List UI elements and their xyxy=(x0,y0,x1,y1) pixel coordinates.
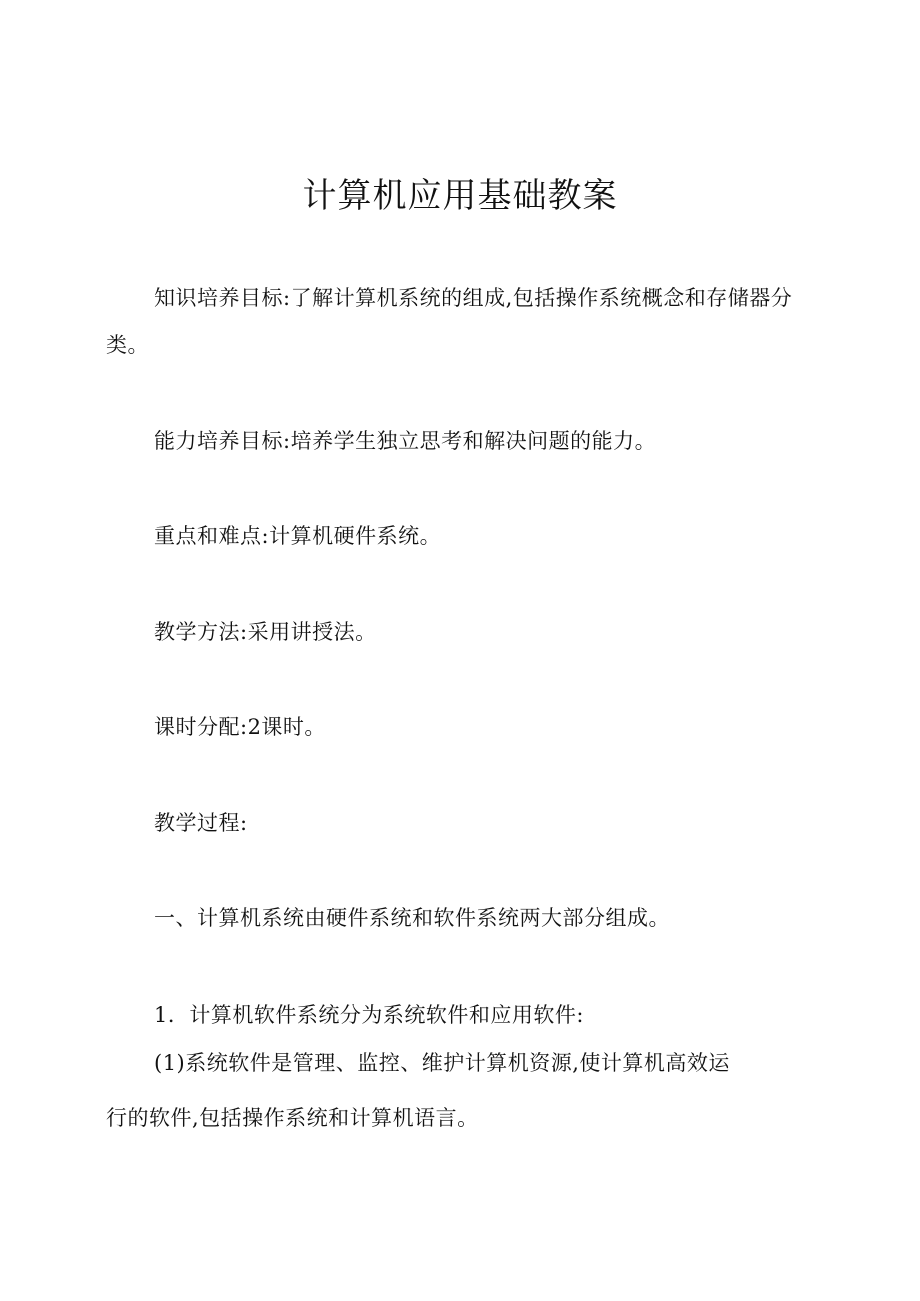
knowledge-goal-line-2: 类。 xyxy=(106,333,149,357)
item-1-1-line-2: 行的软件,包括操作系统和计算机语言。 xyxy=(106,1106,479,1130)
process-heading: 教学过程: xyxy=(154,811,248,835)
page-title: 计算机应用基础教案 xyxy=(302,176,618,216)
key-points: 重点和难点:计算机硬件系统。 xyxy=(154,524,442,548)
class-hours: 课时分配:2课时。 xyxy=(154,715,326,739)
knowledge-goal-line-1: 知识培养目标:了解计算机系统的组成,包括操作系统概念和存储器分 xyxy=(154,286,793,310)
teaching-method: 教学方法:采用讲授法。 xyxy=(154,620,377,644)
item-1-1-line-1: (1)系统软件是管理、监控、维护计算机资源,使计算机高效运 xyxy=(154,1051,730,1075)
item-1: 1．计算机软件系统分为系统软件和应用软件: xyxy=(154,1003,584,1027)
section-one: 一、计算机系统由硬件系统和软件系统两大部分组成。 xyxy=(154,906,670,930)
ability-goal: 能力培养目标:培养学生独立思考和解决问题的能力。 xyxy=(154,429,657,453)
